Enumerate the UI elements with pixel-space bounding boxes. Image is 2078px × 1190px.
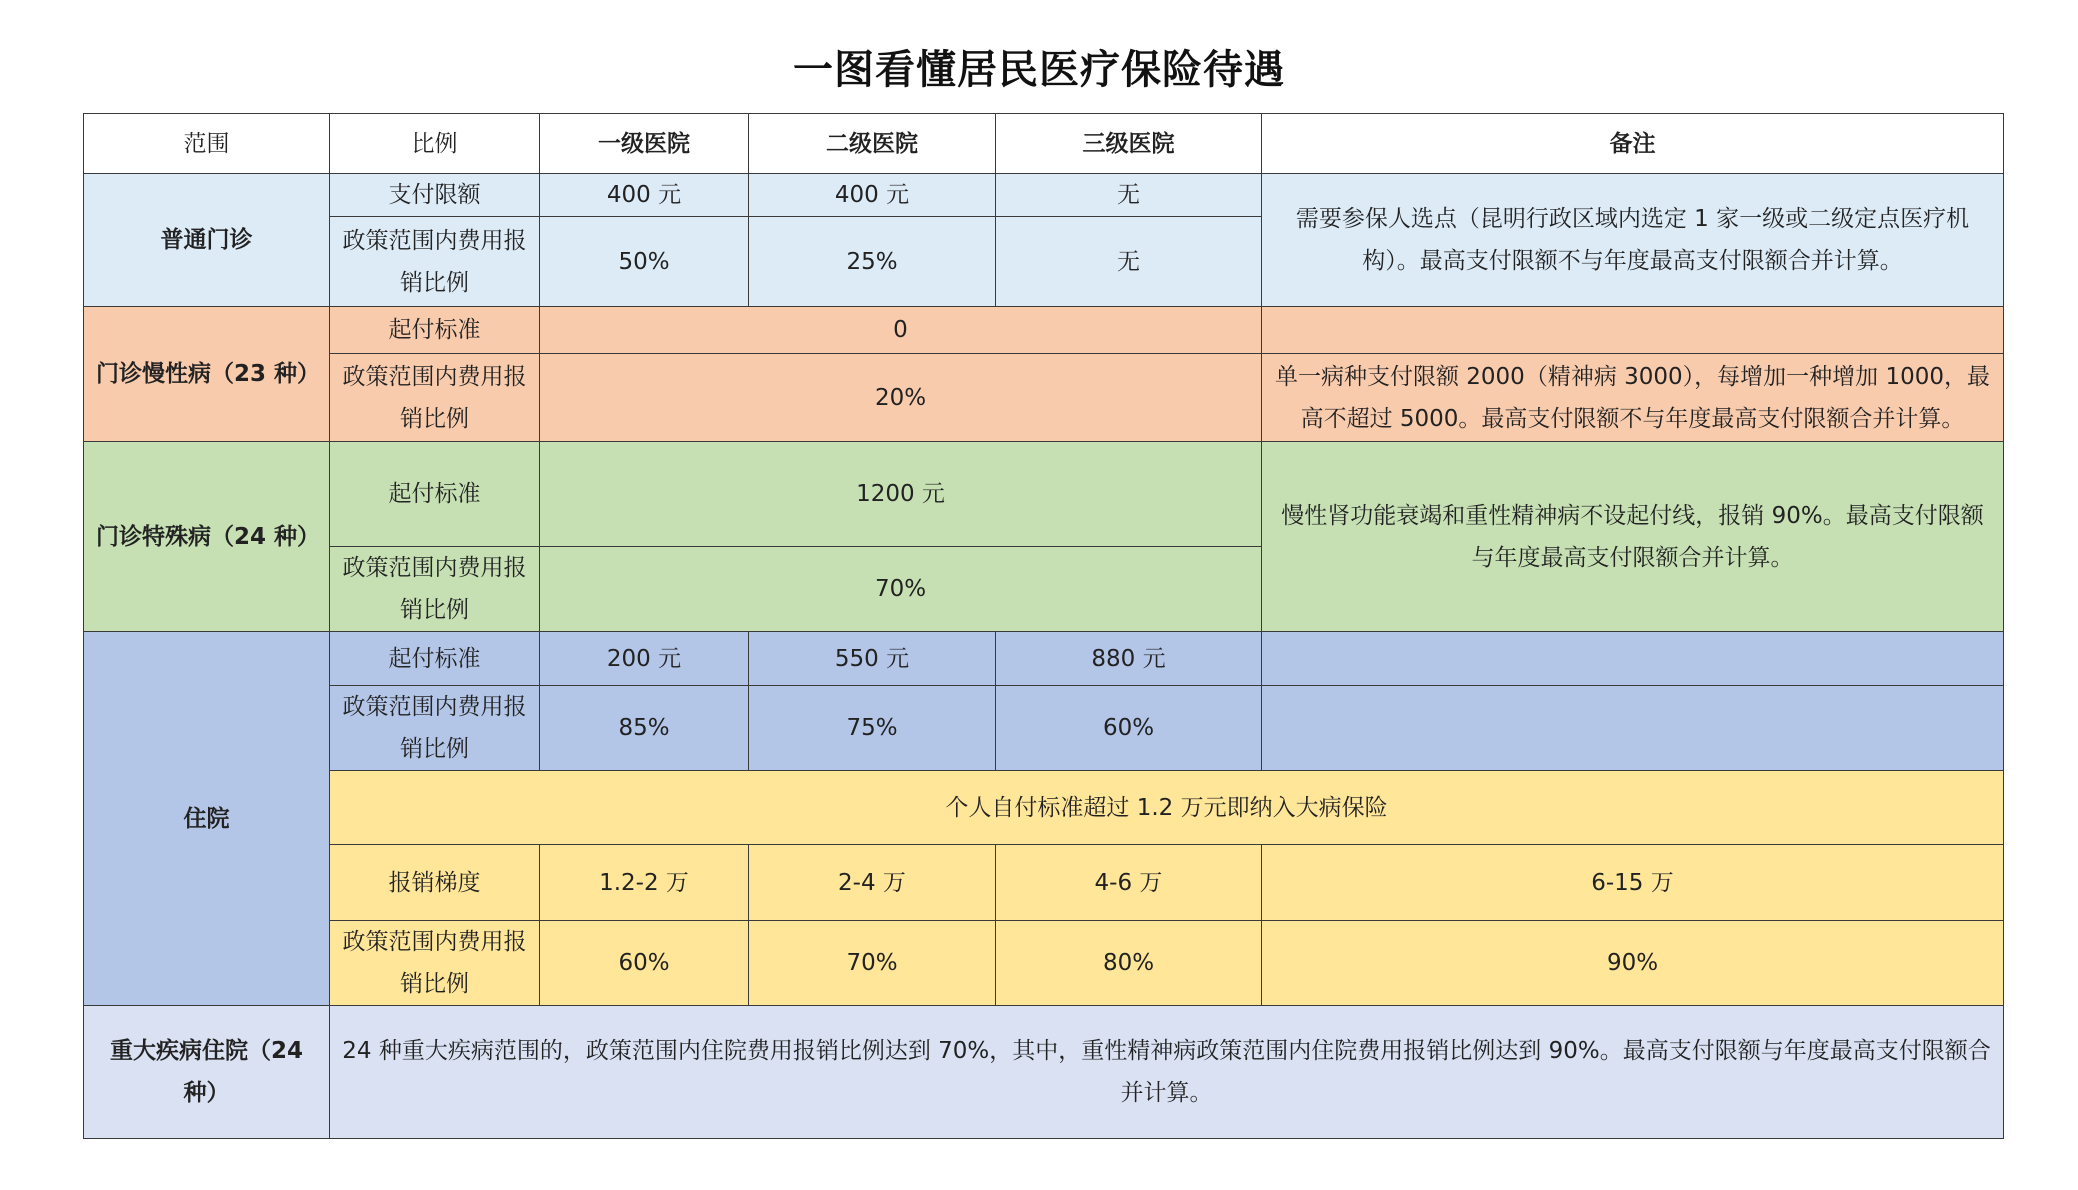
cell-inpatient-rate-level2: 75% xyxy=(749,686,996,771)
row-label-rate: 政策范围内费用报销比例 xyxy=(330,217,540,307)
note-chronic-empty xyxy=(1262,307,2004,354)
cell-limit-level2: 400 元 xyxy=(749,174,996,217)
cell-tier-4: 6-15 万 xyxy=(1262,845,2004,921)
table-row xyxy=(84,174,2004,217)
cell-chronic-rate: 20% xyxy=(540,354,1262,442)
table-row xyxy=(84,307,2004,354)
note-inpatient-empty xyxy=(1262,632,2004,686)
header-level2: 二级医院 xyxy=(749,114,996,174)
header-level3: 三级医院 xyxy=(996,114,1262,174)
insurance-table xyxy=(83,113,2004,1139)
cell-inpatient-rate-level1: 85% xyxy=(540,686,749,771)
cell-inpatient-deductible-level2: 550 元 xyxy=(749,632,996,686)
cell-tier-2: 2-4 万 xyxy=(749,845,996,921)
page-title: 一图看懂居民医疗保险待遇 xyxy=(793,46,1285,93)
note-chronic: 单一病种支付限额 2000（精神病 3000），每增加一种增加 1000，最高不超过 5000。最高支付限额不与年度最高支付限额合并计算。 xyxy=(1262,354,2004,442)
header-level1: 一级医院 xyxy=(540,114,749,174)
header-note: 备注 xyxy=(1262,114,2004,174)
row-label-deductible: 起付标准 xyxy=(330,307,540,354)
cell-limit-level3: 无 xyxy=(996,174,1262,217)
cell-tier-rate-2: 70% xyxy=(749,921,996,1006)
category-special: 门诊特殊病（24 种） xyxy=(84,442,330,632)
cell-special-rate: 70% xyxy=(540,547,1262,632)
cell-tier-3: 4-6 万 xyxy=(996,845,1262,921)
cell-inpatient-deductible-level1: 200 元 xyxy=(540,632,749,686)
table-row xyxy=(84,845,2004,921)
cell-inpatient-deductible-level3: 880 元 xyxy=(996,632,1262,686)
category-inpatient: 住院 xyxy=(84,632,330,1006)
row-label-rate: 政策范围内费用报销比例 xyxy=(330,547,540,632)
cell-tier-rate-1: 60% xyxy=(540,921,749,1006)
row-label-tier: 报销梯度 xyxy=(330,845,540,921)
row-label-rate: 政策范围内费用报销比例 xyxy=(330,686,540,771)
cell-chronic-deductible: 0 xyxy=(540,307,1262,354)
category-serious-illness: 重大疾病住院（24 种） xyxy=(84,1006,330,1139)
header-row xyxy=(84,114,2004,174)
row-label-tier-rate: 政策范围内费用报销比例 xyxy=(330,921,540,1006)
table-row xyxy=(84,1006,2004,1139)
cell-inpatient-rate-level3: 60% xyxy=(996,686,1262,771)
serious-illness-text: 24 种重大疾病范围的，政策范围内住院费用报销比例达到 70%，其中，重性精神病政策范围内住院费用报销比例达到 90%。最高支付限额与年度最高支付限额合并计算。 xyxy=(330,1006,2004,1139)
header-ratio: 比例 xyxy=(330,114,540,174)
header-scope: 范围 xyxy=(84,114,330,174)
row-label-limit: 支付限额 xyxy=(330,174,540,217)
row-label-deductible: 起付标准 xyxy=(330,632,540,686)
table-row xyxy=(84,632,2004,686)
cell-rate-level3: 无 xyxy=(996,217,1262,307)
table-row xyxy=(84,771,2004,845)
cell-rate-level1: 50% xyxy=(540,217,749,307)
table-row xyxy=(84,686,2004,771)
row-label-deductible: 起付标准 xyxy=(330,442,540,547)
note-outpatient-general: 需要参保人选点（昆明行政区域内选定 1 家一级或二级定点医疗机构）。最高支付限额不与年度最高支付限额合并计算。 xyxy=(1262,174,2004,307)
table-row xyxy=(84,921,2004,1006)
cell-special-deductible: 1200 元 xyxy=(540,442,1262,547)
row-label-rate: 政策范围内费用报销比例 xyxy=(330,354,540,442)
note-inpatient-empty xyxy=(1262,686,2004,771)
cell-limit-level1: 400 元 xyxy=(540,174,749,217)
cell-rate-level2: 25% xyxy=(749,217,996,307)
table-row xyxy=(84,442,2004,547)
cell-tier-1: 1.2-2 万 xyxy=(540,845,749,921)
category-outpatient-general: 普通门诊 xyxy=(84,174,330,307)
note-special: 慢性肾功能衰竭和重性精神病不设起付线，报销 90%。最高支付限额与年度最高支付限额合并计算。 xyxy=(1262,442,2004,632)
major-illness-notice: 个人自付标准超过 1.2 万元即纳入大病保险 xyxy=(330,771,2004,845)
category-chronic: 门诊慢性病（23 种） xyxy=(84,307,330,442)
cell-tier-rate-3: 80% xyxy=(996,921,1262,1006)
cell-tier-rate-4: 90% xyxy=(1262,921,2004,1006)
table-row xyxy=(84,354,2004,442)
